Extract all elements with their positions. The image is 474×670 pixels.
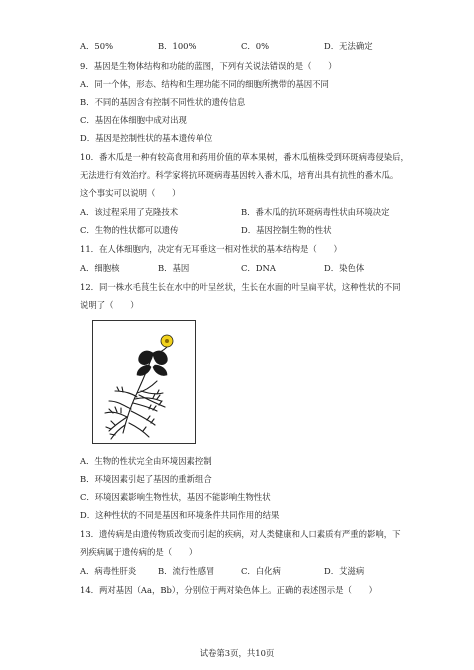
q8-option-a: A．50% (80, 41, 114, 51)
q13-option-d: D．艾滋病 (324, 566, 365, 576)
q10-option-b: B．番木瓜的抗环斑病毒性状由环境决定 (241, 207, 390, 217)
q11-stem: 11．在人体细胞内，决定有无耳垂这一相对性状的基本结构是（ ） (80, 244, 342, 254)
q13-stem-line-2: 列疾病属于遗传病的是（ ） (80, 547, 198, 557)
q11-option-c: C．DNA (241, 263, 276, 273)
q13-option-c: C．白化病 (241, 566, 281, 576)
q10-stem-line-3: 这个事实可以说明（ ） (80, 188, 181, 198)
q9-option-a: A．同一个体，形态、结构和生理功能不同的细胞所携带的基因不同 (80, 79, 329, 89)
q10-stem-line-1: 10．番木瓜是一种有较高食用和药用价值的草本果树，番木瓜植株受到环斑病毒侵染后， (80, 152, 409, 162)
water-buttercup-figure (92, 320, 196, 444)
q9-option-b: B．不同的基因含有控制不同性状的遗传信息 (80, 97, 246, 107)
q11-option-b: B．基因 (158, 263, 190, 273)
q13-option-b: B．流行性感冒 (158, 566, 215, 576)
q8-option-c: C．0% (241, 41, 270, 51)
q13-stem-line-1: 13．遗传病是由遗传物质改变而引起的疾病，对人类健康和人口素质有严重的影响，下 (80, 529, 401, 539)
page-footer: 试卷第3页，共10页 (199, 648, 275, 658)
q12-option-c: C．环境因素影响生物性状，基因不能影响生物性状 (80, 492, 271, 502)
q8-option-d: D．无法确定 (324, 41, 373, 51)
q10-stem-line-2: 无法进行有效治疗。科学家将抗环斑病毒基因转入番木瓜，培育出具有抗性的番木瓜。 (80, 170, 399, 180)
q9-stem: 9．基因是生物体结构和功能的蓝图，下列有关说法错误的是（ ） (80, 61, 337, 71)
water-buttercup-illustration (93, 321, 195, 443)
q12-stem-line-2: 说明了（ ） (80, 300, 139, 310)
q10-option-c: C．生物的性状都可以遗传 (80, 225, 179, 235)
q12-option-b: B．环境因素引起了基因的重新组合 (80, 474, 212, 484)
q10-option-a: A．该过程采用了克隆技术 (80, 207, 179, 217)
q9-option-c: C．基因在体细胞中成对出现 (80, 115, 187, 125)
q14-stem: 14．两对基因（Aa，Bb），分别位于两对染色体上。正确的表述图示是（ ） (80, 585, 378, 595)
q10-option-d: D．基因控制生物的性状 (241, 225, 332, 235)
q12-option-d: D．这种性状的不同是基因和环境条件共同作用的结果 (80, 510, 280, 520)
q12-option-a: A．生物的性状完全由环境因素控制 (80, 456, 212, 466)
q11-option-a: A．细胞核 (80, 263, 120, 273)
q13-option-a: A．病毒性肝炎 (80, 566, 137, 576)
q9-option-d: D．基因是控制性状的基本遗传单位 (80, 133, 213, 143)
q12-stem-line-1: 12．同一株水毛茛生长在水中的叶呈丝状，生长在水面的叶呈扁平状，这种性状的不同 (80, 282, 401, 292)
q11-option-d: D．染色体 (324, 263, 365, 273)
q8-option-b: B．100% (158, 41, 197, 51)
